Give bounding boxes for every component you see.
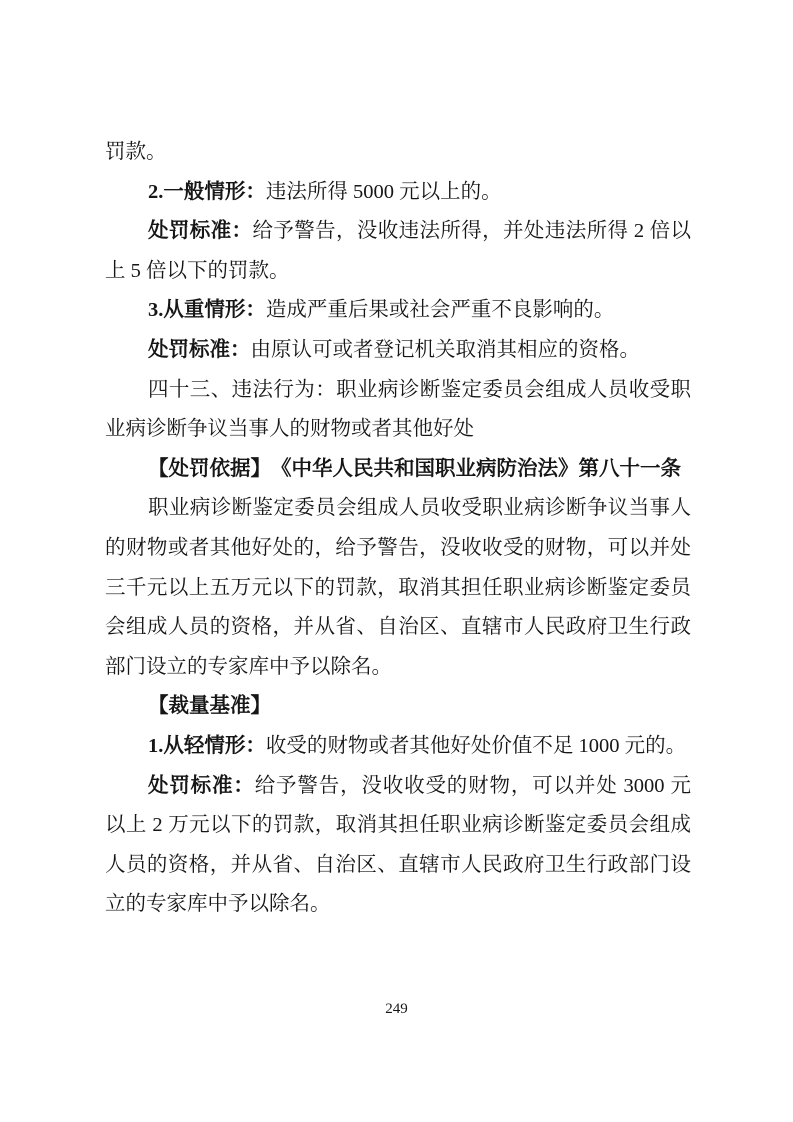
paragraph [105,331,691,371]
paragraph [105,212,691,291]
paragraph-run-bold: 处罚标准： [148,220,253,243]
paragraph-run-bold: 3.从重情形： [148,299,266,322]
paragraph [105,727,691,767]
paragraph-run: 罚款。 [105,141,167,163]
paragraph [105,371,691,450]
paragraph [105,291,691,331]
paragraph [105,687,691,727]
paragraph-run-bold: 2.一般情形： [148,180,266,203]
paragraph-run: 职业病诊断鉴定委员会组成人员收受职业病诊断争议当事人的财物或者其他好处的，给予警告，没收收受的财物，可以并处三千元以上五万元以下的罚款，取消其担任职业病诊断鉴定委员会组成人员的资格，并从省、自治区、直辖市人民政府卫生行政部门设立的专家库中予以除名。 [105,497,691,678]
paragraph-run: 违法所得 5000 元以上的。 [265,180,502,203]
paragraph [105,489,691,687]
paragraph-run-bold: 【裁量基准】 [148,695,271,718]
paragraph-run: 给予警告，没收违法所得，并处违法所得 2 倍以上 5 倍以下的罚款。 [105,220,692,282]
paragraph [105,450,691,490]
paragraph-run-bold: 处罚标准： [148,338,251,361]
paragraph-run: 四十三、违法行为：职业病诊断鉴定委员会组成人员收受职业病诊断争议当事人的财物或者其他好处 [105,378,691,441]
paragraph-run: 收受的财物或者其他好处价值不足 1000 元的。 [265,734,687,757]
page-number: 249 [385,1001,408,1017]
paragraph [105,133,691,173]
paragraph-run-bold: 处罚标准： [148,774,255,797]
paragraph-run: 造成严重后果或社会严重不良影响的。 [265,299,615,322]
paragraph-run-bold: 1.从轻情形： [148,734,266,757]
document-body [105,133,691,925]
paragraph [105,173,691,213]
paragraph-run: 给予警告，没收收受的财物，可以并处 3000 元以上 2 万元以下的罚款，取消其担任职业病诊断鉴定委员会组成人员的资格，并从省、自治区、直辖市人民政府卫生行政部门设立的专家库中予以除名。 [105,774,691,916]
paragraph [105,767,691,925]
paragraph-run-bold: 【处罚依据】 《中华人民共和国职业病防治法》第八十一条 [148,457,681,480]
paragraph-run: 由原认可或者登记机关取消其相应的资格。 [250,338,640,361]
